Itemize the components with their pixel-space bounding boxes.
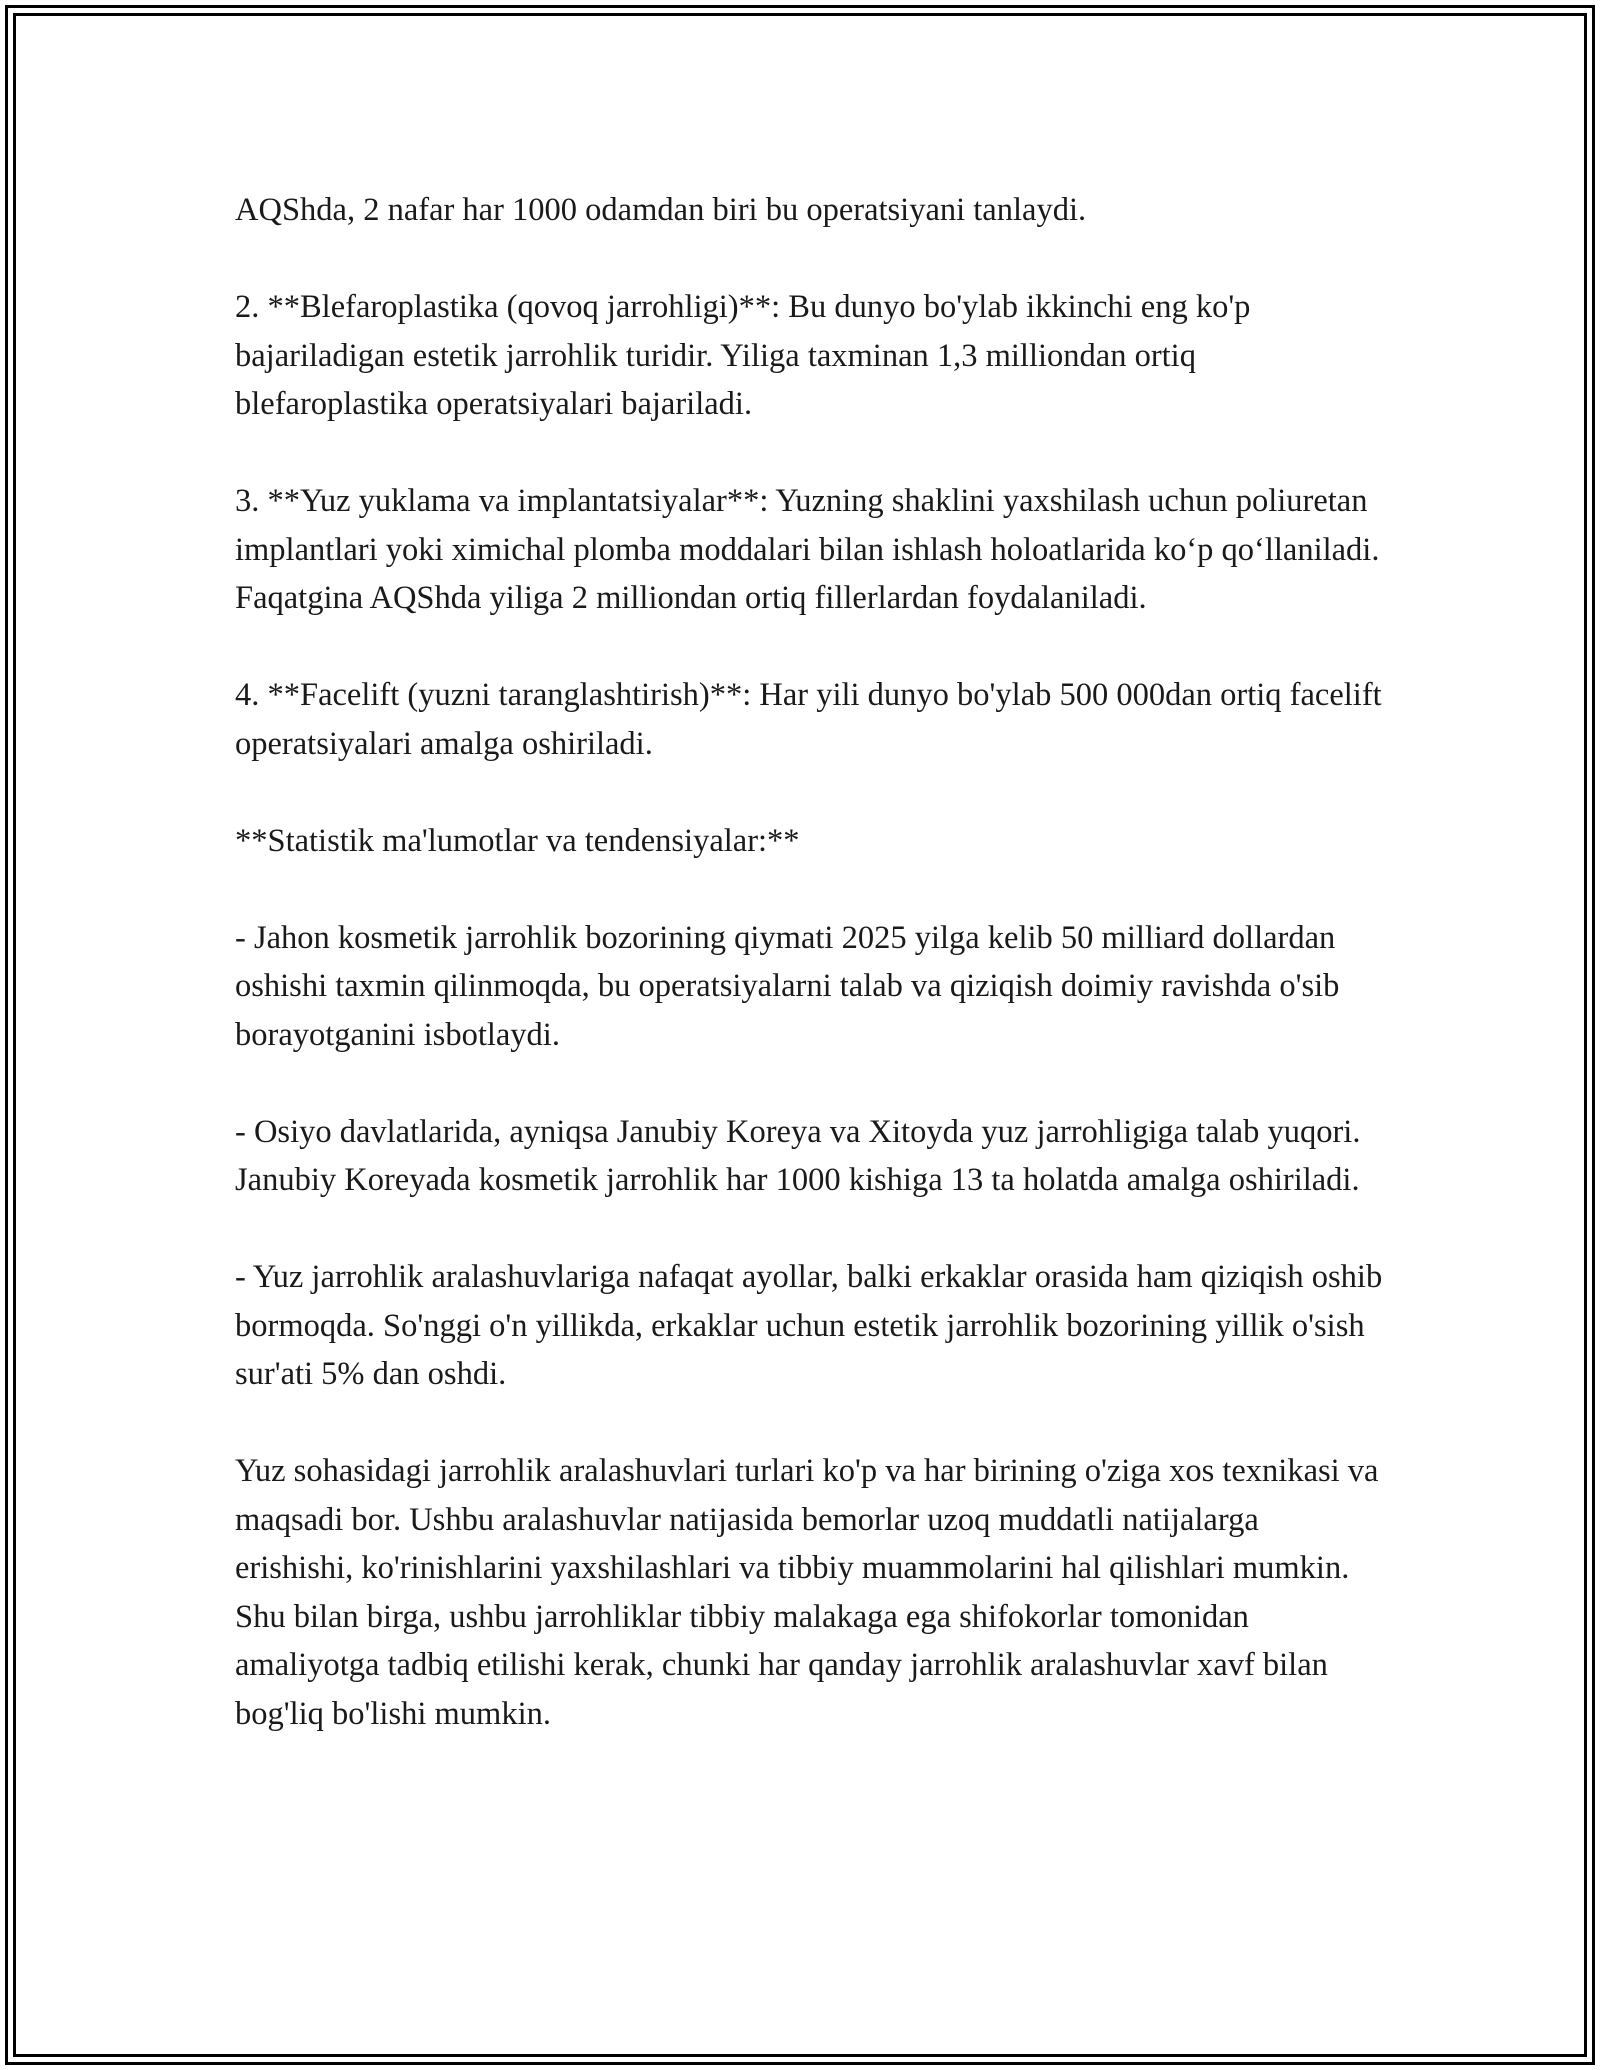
document-body xyxy=(235,186,1385,1738)
paragraph-blepharoplasty: 2. **Blefaroplastika (qovoq jarrohligi)**: Bu dunyo bo'ylab ikkinchi eng ko'p bajariladigan estetik jarrohlik turidir. Yiliga taxminan 1,3 milliondan ortiq blefaroplastika operatsiyalari bajariladi. xyxy=(235,289,1251,422)
paragraph-facelift: 4. **Facelift (yuzni taranglashtirish)**: Har yili dunyo bo'ylab 500 000dan ortiq facelift operatsiyalari amalga oshiriladi. xyxy=(235,677,1382,762)
bullet-male-interest: - Yuz jarrohlik aralashuvlariga nafaqat ayollar, balki erkaklar orasida ham qiziqish oshib bormoqda. So'nggi o'n yillikda, erkaklar uchun estetik jarrohlik bozorining yillik o'sish sur'ati 5% dan oshdi. xyxy=(235,1259,1383,1392)
paragraph-facial-implants: 3. **Yuz yuklama va implantatsiyalar**: Yuzning shaklini yaxshilash uchun poliuretan implantlari yoki ximichal plomba moddalari bilan ishlash holoatlarida ko‘p qo‘llaniladi. Faqatgina AQShda yiliga 2 milliondan ortiq fillerlardan foydalaniladi. xyxy=(235,483,1380,616)
bullet-asia-demand: - Osiyo davlatlarida, ayniqsa Janubiy Koreya va Xitoyda yuz jarrohligiga talab yuqori. Janubiy Koreyada kosmetik jarrohlik har 1000 kishiga 13 ta holatda amalga oshiriladi. xyxy=(235,1113,1361,1198)
bullet-global-market: - Jahon kosmetik jarrohlik bozorining qiymati 2025 yilga kelib 50 milliard dollardan oshishi taxmin qilinmoqda, bu operatsiyalarni talab va qiziqish doimiy ravishda o'sib borayotganini isbotlaydi. xyxy=(235,919,1340,1053)
paragraph-intro-continuation: AQShda, 2 nafar har 1000 odamdan biri bu operatsiyani tanlaydi. xyxy=(235,192,1087,228)
paragraph-conclusion: Yuz sohasidagi jarrohlik aralashuvlari turlari ko'p va har birining o'ziga xos texnikasi va maqsadi bor. Ushbu aralashuvlar natijasida bemorlar uzoq muddatli natijalarga erishishi, ko'rinishlarini yaxshilashlari va tibbiy muammolarini hal qilishlari mumkin. Shu bilan birga, ushbu jarrohliklar tibbiy malakaga ega shifokorlar tomonidan amaliyotga tadbiq etilishi kerak, chunki har qanday jarrohlik aralashuvlar xavf bilan bog'liq bo'lishi mumkin. xyxy=(235,1453,1379,1732)
section-heading-statistics: **Statistik ma'lumotlar va tendensiyalar:** xyxy=(235,822,800,859)
